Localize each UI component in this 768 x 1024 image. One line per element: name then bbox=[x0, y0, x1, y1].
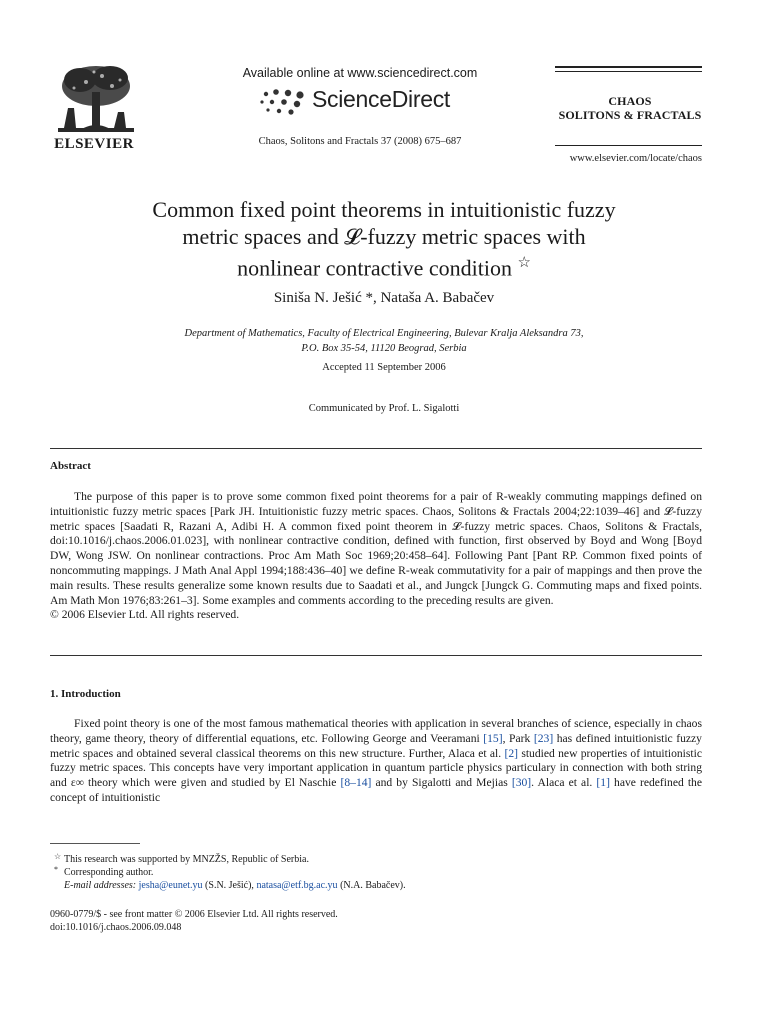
affiliation bbox=[60, 326, 708, 356]
front-matter bbox=[50, 908, 702, 934]
journal-url[interactable]: www.elsevier.com/locate/chaos bbox=[569, 153, 702, 164]
section-rule bbox=[50, 655, 702, 656]
title-line: nonlinear contractive condition bbox=[237, 255, 512, 281]
footnote-emails bbox=[50, 879, 702, 892]
journal-name-line: CHAOS bbox=[608, 94, 652, 108]
citation-link[interactable]: [1] bbox=[596, 776, 610, 790]
section-rule bbox=[50, 448, 702, 449]
citation-link[interactable]: [23] bbox=[533, 731, 554, 745]
title-line-last bbox=[60, 250, 708, 281]
intro-text: Fixed point theory is one of the most famous mathematical theories with application in several branches of science, especially in chaos theory, game theory, theory of differential equations, etc. Following George and Veeramani bbox=[50, 717, 702, 745]
journal-name-line: SOLITONS & FRACTALS bbox=[558, 108, 702, 122]
introduction-paragraph bbox=[50, 717, 702, 806]
title-line: metric spaces and 𝓛-fuzzy metric spaces with bbox=[182, 224, 586, 249]
publisher-name: ELSEVIER bbox=[54, 136, 134, 152]
footnotes bbox=[50, 853, 702, 892]
communicated-by: Communicated by Prof. L. Sigalotti bbox=[308, 403, 460, 414]
header-rule bbox=[555, 145, 702, 146]
abstract-heading: Abstract bbox=[50, 460, 91, 472]
header-rule bbox=[555, 71, 702, 72]
sciencedirect-logo bbox=[258, 84, 468, 120]
email-link[interactable]: jesha@eunet.yu bbox=[138, 880, 203, 891]
sciencedirect-wordmark: ScienceDirect bbox=[312, 86, 450, 112]
authors: Siniša N. Ješić *, Nataša A. Babačev bbox=[273, 290, 495, 306]
affiliation-line: Department of Mathematics, Faculty of Electrical Engineering, Bulevar Kralja Aleksandra 73, bbox=[184, 328, 584, 339]
intro-text: , Park bbox=[502, 731, 534, 745]
accepted-date: Accepted 11 September 2006 bbox=[322, 362, 446, 373]
title-line: Common fixed point theorems in intuitionistic fuzzy bbox=[152, 197, 616, 222]
abstract-text: The purpose of this paper is to prove some common fixed point theorems for a pair of R-weakly commuting mappings defined on intuitionistic fuzzy metric spaces [Park JH. Intuitionistic fuzzy metric spaces. Chaos, Solitons & Fractals 2004;22:1039–46] and 𝓛-fuzzy metric spaces [Saadati R, Razani A, Adibi H. A common fixed point theorem in 𝓛-fuzzy metric spaces. Chaos, Solitons & Fractals, doi:10.1016/j.chaos.2006.01.023], with nonlinear contractive condition, defined with function, first observed by Boyd and Wong [Boyd DW, Wong JSW. On nonlinear contractions. Proc Am Math Soc 1969;20:458–64]. Following Pant [Pant RP. Common fixed points of noncommuting mappings. J Math Anal Appl 1994;188:436–40] we define R-weak commutativity for a pair of mappings and then prove the main results. These results generalize some known results due to Saadati et al., and Jungck [Jungck G. Commuting maps and fixed points. Am Math Mon 1976;83:261–3]. Some examples and comments according to the preceding results are given. bbox=[50, 490, 702, 607]
citation-link[interactable]: [15] bbox=[483, 731, 503, 745]
abstract-body bbox=[50, 490, 702, 623]
journal-name bbox=[540, 94, 720, 122]
issn-line: 0960-0779/$ - see front matter © 2006 Elsevier Ltd. All rights reserved. bbox=[50, 909, 338, 920]
footnote-star-icon: ☆ bbox=[54, 852, 62, 861]
header-rule bbox=[555, 66, 702, 68]
email-label: E-mail addresses: bbox=[64, 880, 137, 891]
footnote bbox=[50, 853, 702, 866]
available-online-text: Available online at www.sciencedirect.com bbox=[242, 66, 478, 80]
title-footnote-star-icon[interactable]: ☆ bbox=[517, 255, 531, 271]
intro-text: . Alaca et al. bbox=[531, 776, 597, 790]
journal-citation: Chaos, Solitons and Fractals 37 (2008) 675–687 bbox=[258, 136, 462, 147]
intro-text: have redefined the concept of intuitionistic bbox=[50, 776, 703, 804]
citation-link[interactable]: [30] bbox=[511, 776, 532, 790]
email-link[interactable]: natasa@etf.bg.ac.yu bbox=[256, 880, 338, 891]
intro-text: studied new properties of intuitionistic fuzzy metric spaces. This concepts have very important application in quantum particle physics particulary in connection with both string and ε∞ theory which were given and studied by El Naschie bbox=[50, 746, 702, 790]
footnote-asterisk: * bbox=[54, 865, 58, 874]
article-title bbox=[60, 196, 708, 281]
footnote-rule bbox=[50, 843, 140, 844]
intro-text: has defined intuitionistic fuzzy metric spaces and obtained several classical theorems on this new structure. Further, Alaca et al. bbox=[50, 731, 702, 760]
doi-line[interactable]: doi:10.1016/j.chaos.2006.09.048 bbox=[50, 922, 182, 933]
intro-text: and by Sigalotti and Mejias bbox=[371, 776, 512, 790]
abstract-copyright: © 2006 Elsevier Ltd. All rights reserved. bbox=[50, 608, 240, 622]
citation-link[interactable]: [2] bbox=[504, 746, 519, 760]
sciencedirect-dots-icon bbox=[258, 88, 310, 118]
footnote-text: This research was supported by MNZŽS, Republic of Serbia. bbox=[64, 854, 309, 865]
email-owner: (N.A. Babačev). bbox=[337, 880, 406, 891]
footnote-text: Corresponding author. bbox=[64, 867, 154, 878]
affiliation-line: P.O. Box 35-54, 11120 Beograd, Serbia bbox=[301, 343, 467, 354]
introduction-heading: 1. Introduction bbox=[50, 688, 121, 700]
footnote bbox=[50, 866, 702, 879]
citation-link[interactable]: [8–14] bbox=[340, 776, 372, 790]
email-owner: (S.N. Ješić), bbox=[202, 880, 257, 891]
